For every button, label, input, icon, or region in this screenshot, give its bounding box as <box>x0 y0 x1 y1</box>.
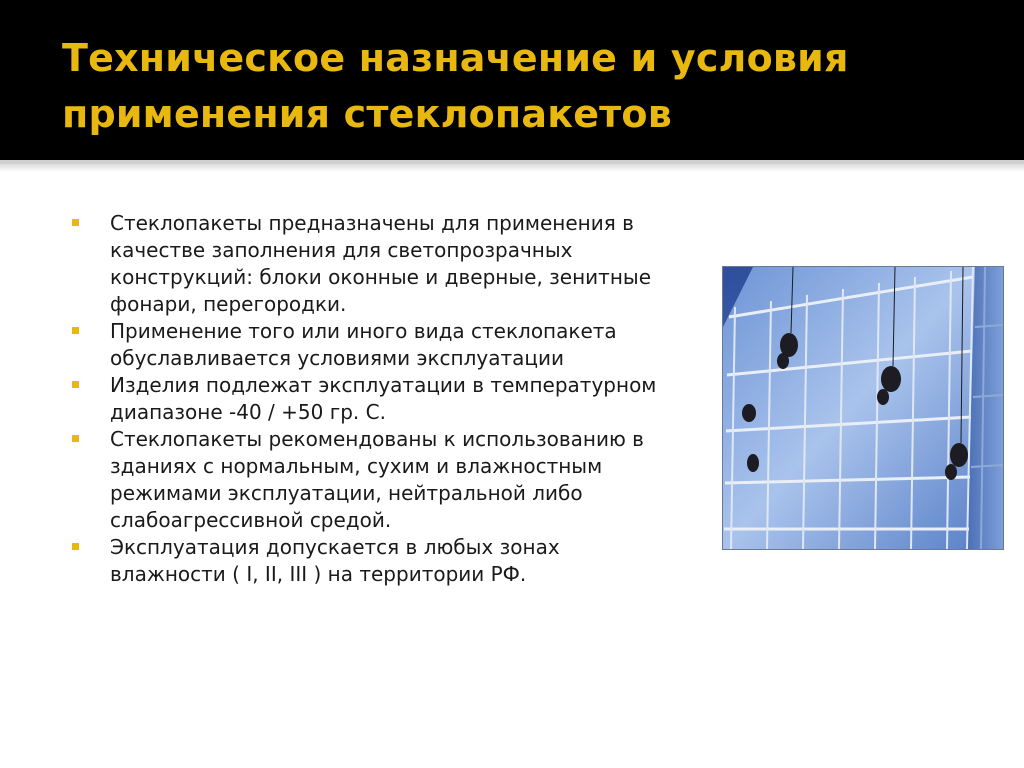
bullet-marker-icon <box>72 219 79 226</box>
bullet-list <box>70 210 680 588</box>
bullet-item <box>70 318 680 372</box>
bullet-marker-icon <box>72 327 79 334</box>
bullet-item <box>70 426 680 534</box>
bullet-text: Применение того или иного вида стеклопакета обуславливается условиями эксплуатации <box>110 319 617 370</box>
bullet-marker-icon <box>72 435 79 442</box>
bullet-item <box>70 372 680 426</box>
content-area <box>0 160 1024 768</box>
building-facade-with-climbers-photo <box>722 266 1004 550</box>
bullet-item <box>70 534 680 588</box>
bullet-marker-icon <box>72 543 79 550</box>
bullet-text: Стеклопакеты предназначены для применения в качестве заполнения для светопрозрачных конструкций: блоки оконные и дверные, зенитные фонари, перегородки. <box>110 211 651 316</box>
bullet-text: Изделия подлежат эксплуатации в температурном диапазоне -40 / +50 гр. С. <box>110 373 657 424</box>
title-band <box>0 0 1024 160</box>
bullet-marker-icon <box>72 381 79 388</box>
slide-title: Техническое назначение и условия применения стеклопакетов <box>62 36 849 136</box>
bullet-text: Эксплуатация допускается в любых зонах влажности ( I, II, III ) на территории РФ. <box>110 535 560 586</box>
bullet-item <box>70 210 680 318</box>
bullet-text: Стеклопакеты рекомендованы к использованию в зданиях с нормальным, сухим и влажностным режимами эксплуатации, нейтральной либо слабоагрессивной средой. <box>110 427 644 532</box>
